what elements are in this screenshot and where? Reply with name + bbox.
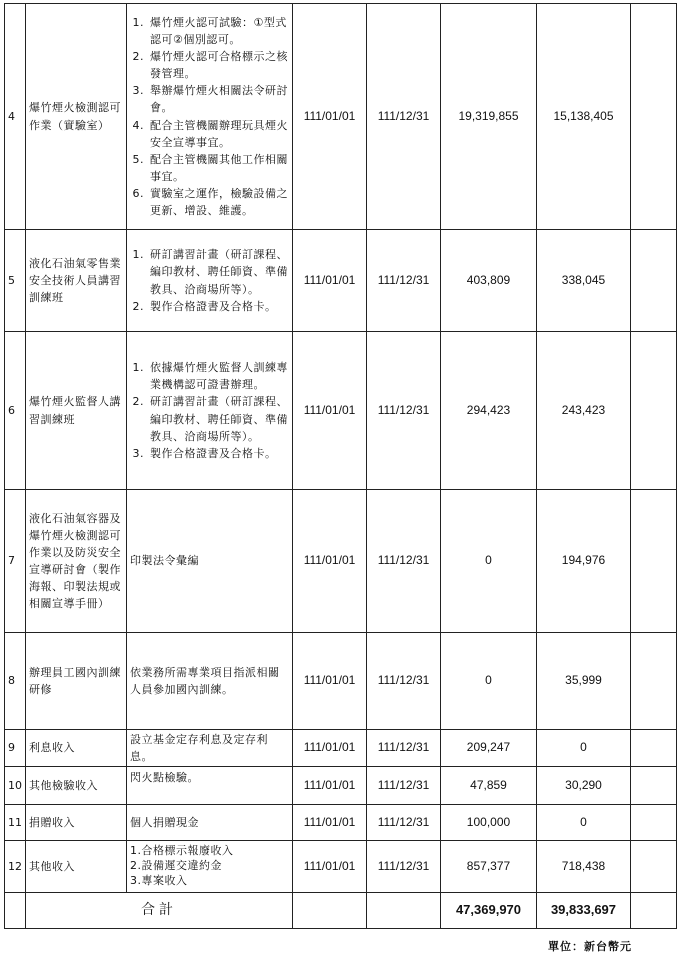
- item-name: 捐贈收入: [26, 805, 127, 841]
- start-date: 111/01/01: [293, 767, 367, 805]
- description-item: 1. 爆竹煙火認可試驗：①型式認可②個別認可。: [148, 14, 289, 48]
- start-date: 111/01/01: [293, 4, 367, 230]
- item-name: 其他檢驗收入: [26, 767, 127, 805]
- description-line: 2.設備遲交違約金: [130, 859, 222, 873]
- row-number: 8: [5, 633, 26, 730]
- item-description: 個人捐贈現金: [127, 805, 293, 841]
- total-empty-cell: [367, 893, 441, 929]
- budget-amount: 209,247: [441, 730, 537, 767]
- item-description: [127, 841, 293, 893]
- budget-amount: 0: [441, 633, 537, 730]
- actual-amount: 30,290: [537, 767, 631, 805]
- row-number: 9: [5, 730, 26, 767]
- budget-amount: 0: [441, 490, 537, 633]
- total-actual: 39,833,697: [537, 893, 631, 929]
- total-empty-cell: [5, 893, 26, 929]
- item-name: 液化石油氣容器及爆竹煙火檢測認可作業以及防災安全宣導研討會（製作海報、印製法規或相關宣導手冊）: [26, 490, 127, 633]
- description-item: 2. 製作合格證書及合格卡。: [148, 298, 289, 315]
- end-date: 111/12/31: [367, 4, 441, 230]
- description-line: 1.合格標示報廢收入: [130, 844, 234, 858]
- start-date: 111/01/01: [293, 841, 367, 893]
- actual-amount: 338,045: [537, 230, 631, 332]
- end-date: 111/12/31: [367, 730, 441, 767]
- actual-amount: 243,423: [537, 332, 631, 490]
- description-item: 3. 舉辦爆竹煙火相關法令研討會。: [148, 82, 289, 116]
- end-date: 111/12/31: [367, 490, 441, 633]
- description-line: 3.專案收入: [130, 873, 188, 887]
- start-date: 111/01/01: [293, 805, 367, 841]
- start-date: 111/01/01: [293, 490, 367, 633]
- row-number: 4: [5, 4, 26, 230]
- total-empty-cell: [293, 893, 367, 929]
- remarks-cell: [631, 805, 677, 841]
- end-date: 111/12/31: [367, 230, 441, 332]
- item-name: 液化石油氣零售業安全技術人員講習訓練班: [26, 230, 127, 332]
- description-item: 2. 爆竹煙火認可合格標示之核發管理。: [148, 48, 289, 82]
- total-label: 合計: [26, 893, 293, 929]
- remarks-cell: [631, 730, 677, 767]
- remarks-cell: [631, 490, 677, 633]
- item-description: 設立基金定存利息及定存利息。: [127, 730, 293, 767]
- item-description: 依業務所需專業項目指派相關人員參加國內訓練。: [127, 633, 293, 730]
- budget-amount: 100,000: [441, 805, 537, 841]
- unit-note: 單位：新台幣元: [548, 940, 632, 953]
- start-date: 111/01/01: [293, 633, 367, 730]
- row-number: 11: [5, 805, 26, 841]
- table-row: [5, 633, 677, 730]
- table-row: [5, 730, 677, 767]
- table-row: [5, 490, 677, 633]
- row-number: 12: [5, 841, 26, 893]
- description-item: 6. 實驗室之運作，檢驗設備之更新、增設、維護。: [148, 185, 289, 219]
- description-item: 5. 配合主管機關其他工作相關事宜。: [148, 151, 289, 185]
- actual-amount: 15,138,405: [537, 4, 631, 230]
- end-date: 111/12/31: [367, 841, 441, 893]
- total-row: [5, 893, 677, 929]
- table-row: [5, 841, 677, 893]
- remarks-cell: [631, 230, 677, 332]
- item-name: 其他收入: [26, 841, 127, 893]
- budget-amount: 403,809: [441, 230, 537, 332]
- remarks-cell: [631, 633, 677, 730]
- item-name: 利息收入: [26, 730, 127, 767]
- end-date: 111/12/31: [367, 332, 441, 490]
- table-row: [5, 4, 677, 230]
- row-number: 7: [5, 490, 26, 633]
- start-date: 111/01/01: [293, 332, 367, 490]
- end-date: 111/12/31: [367, 767, 441, 805]
- end-date: 111/12/31: [367, 805, 441, 841]
- table-row: [5, 805, 677, 841]
- actual-amount: 35,999: [537, 633, 631, 730]
- description-item: 1. 依據爆竹煙火監督人訓練專業機構認可證書辦理。: [148, 359, 289, 393]
- total-budget: 47,369,970: [441, 893, 537, 929]
- row-number: 10: [5, 767, 26, 805]
- item-description: [127, 4, 293, 230]
- table-row: [5, 230, 677, 332]
- actual-amount: 194,976: [537, 490, 631, 633]
- item-description: [127, 230, 293, 332]
- budget-amount: 294,423: [441, 332, 537, 490]
- remarks-cell: [631, 841, 677, 893]
- item-description: [127, 332, 293, 490]
- row-number: 5: [5, 230, 26, 332]
- actual-amount: 0: [537, 730, 631, 767]
- item-name: 爆竹煙火監督人講習訓練班: [26, 332, 127, 490]
- end-date: 111/12/31: [367, 633, 441, 730]
- remarks-cell: [631, 4, 677, 230]
- budget-amount: 857,377: [441, 841, 537, 893]
- start-date: 111/01/01: [293, 230, 367, 332]
- table-row: [5, 767, 677, 805]
- table-row: [5, 332, 677, 490]
- description-item: 2. 研訂講習計畫（研訂課程、編印教材、聘任師資、準備教具、洽商場所等）。: [148, 393, 289, 444]
- budget-amount: 19,319,855: [441, 4, 537, 230]
- description-item: 4. 配合主管機關辦理玩具煙火安全宣導事宜。: [148, 117, 289, 151]
- total-empty-cell: [631, 893, 677, 929]
- budget-amount: 47,859: [441, 767, 537, 805]
- row-number: 6: [5, 332, 26, 490]
- item-description: 印製法令彙編: [127, 490, 293, 633]
- item-name: 爆竹煙火檢測認可作業（實驗室）: [26, 4, 127, 230]
- budget-table: [4, 3, 677, 929]
- remarks-cell: [631, 767, 677, 805]
- actual-amount: 718,438: [537, 841, 631, 893]
- remarks-cell: [631, 332, 677, 490]
- item-description: 閃火點檢驗。: [127, 767, 293, 805]
- item-name: 辦理員工國內訓練研修: [26, 633, 127, 730]
- description-item: 1. 研訂講習計畫（研訂課程、編印教材、聘任師資、準備教具、洽商場所等）。: [148, 246, 289, 297]
- start-date: 111/01/01: [293, 730, 367, 767]
- actual-amount: 0: [537, 805, 631, 841]
- description-item: 3. 製作合格證書及合格卡。: [148, 445, 289, 462]
